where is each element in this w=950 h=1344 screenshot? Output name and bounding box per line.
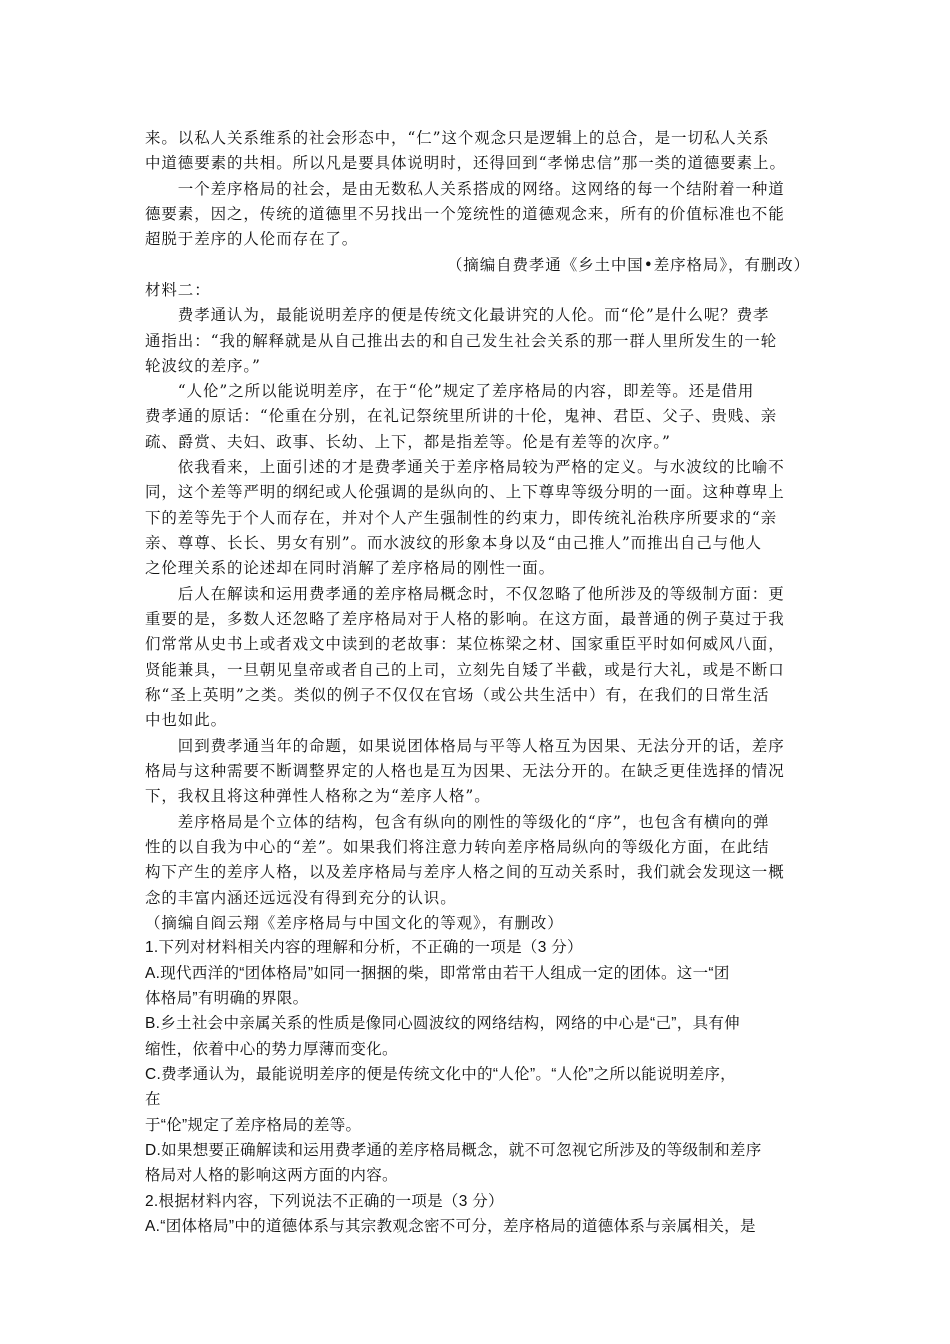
material2-line: 后人在解读和运用费孝通的差序格局概念时，不仅忽略了他所涉及的等级制方面：更 — [145, 585, 785, 603]
question-1-option-line: 格局对人格的影响这两方面的内容。 — [145, 1167, 398, 1184]
question-1-option-line: A.现代西洋的“团体格局”如同一捆捆的柴，即常常由若干人组成一定的团体。这一“团 — [145, 965, 730, 982]
material2-source: （摘编自阎云翔《差序格局与中国文化的等观》，有删改） — [145, 914, 564, 932]
material2-line: 贤能兼具，一旦朝见皇帝或者自己的上司，立刻先自矮了半截，或是行大礼，或是不断口 — [145, 661, 785, 679]
question-1-option-line: B.乡土社会中亲属关系的性质是像同心圆波纹的网络结构，网络的中心是“己”，具有伸 — [145, 1015, 740, 1032]
material1-line: 一个差序格局的社会，是由无数私人关系搭成的网络。这网络的每一个结附着一种道 — [145, 180, 785, 198]
material2-line: 回到费孝通当年的命题，如果说团体格局与平等人格互为因果、无法分开的话，差序 — [145, 737, 785, 755]
material2-line: 费孝通的原话：“伦重在分别，在礼记祭统里所讲的十伦，鬼神、君臣、父子、贵贱、亲 — [145, 407, 778, 425]
material2-line: 中也如此。 — [145, 711, 228, 729]
question-1-option-line: C.费孝通认为，最能说明差序的便是传统文化中的“人伦”。“人伦”之所以能说明差序， — [145, 1066, 736, 1083]
material2-line: 亲、尊尊、长长、男女有别”。而水波纹的形象本身以及“由己推人”而推出自己与他人 — [145, 534, 762, 552]
material2-line: “人伦”之所以能说明差序，在于“伦”规定了差序格局的内容，即差等。还是借用 — [145, 382, 755, 400]
material1-line: 中道德要素的共相。所以凡是要具体说明时，还得回到“孝悌忠信”那一类的道德要素上。 — [145, 154, 786, 172]
question-2-option-line: A.“团体格局”中的道德体系与其宗教观念密不可分，差序格局的道德体系与亲属相关，是 — [145, 1218, 756, 1235]
material2-line: 下的差等先于个人而存在，并对个人产生强制性的约束力，即传统礼治秩序所要求的“亲 — [145, 509, 778, 527]
material1-line: 超脱于差序的人伦而存在了。 — [145, 230, 359, 248]
material2-line: 差序格局是个立体的结构，包含有纵向的刚性的等级化的“序”，也包含有横向的弹 — [145, 813, 770, 831]
material2-heading: 材料二： — [145, 281, 211, 299]
question-1-option-line: 体格局”有明确的界限。 — [145, 990, 309, 1007]
material2-line: 同，这个差等严明的纲纪或人伦强调的是纵向的、上下尊卑等级分明的一面。这种尊卑上 — [145, 483, 785, 501]
material2-line: 之伦理关系的论述却在同时消解了差序格局的刚性一面。 — [145, 559, 556, 577]
material2-line: 下，我权且将这种弹性人格称之为“差序人格”。 — [145, 787, 491, 805]
material1-line: 德要素，因之，传统的道德里不另找出一个笼统性的道德观念来，所有的价值标准也不能 — [145, 205, 785, 223]
material2-line: 格局与这种需要不断调整界定的人格也是互为因果、无法分开的。在缺乏更佳选择的情况 — [145, 762, 785, 780]
material2-line: 重要的是，多数人还忽略了差序格局对于人格的影响。在这方面，最普通的例子莫过于我 — [145, 610, 785, 628]
question-2-stem: 2.根据材料内容，下列说法不正确的一项是（3 分） — [145, 1193, 504, 1210]
question-1-option-line: 于“伦”规定了差序格局的差等。 — [145, 1117, 362, 1134]
material2-line: 疏、爵赏、夫妇、政事、长幼、上下，都是指差等。伦是有差等的次序。” — [145, 433, 671, 451]
material2-line: 念的丰富内涵还远远没有得到充分的认识。 — [145, 889, 457, 907]
material2-line: 们常常从史书上或者戏文中读到的老故事：某位栋梁之材、国家重臣平时如何威风八面， — [145, 635, 785, 653]
material2-line: 轮波纹的差序。” — [145, 357, 261, 375]
material2-line: 通指出：“我的解释就是从自己推出去的和自己发生社会关系的那一群人里所发生的一轮 — [145, 332, 778, 350]
question-1-option-line: D.如果想要正确解读和运用费孝通的差序格局概念，就不可忽视它所涉及的等级制和差序 — [145, 1142, 762, 1159]
material2-line: 构下产生的差序人格，以及差序格局与差序人格之间的互动关系时，我们就会发现这一概 — [145, 863, 785, 881]
question-1-stem: 1.下列对材料相关内容的理解和分析，不正确的一项是（3 分） — [145, 939, 583, 956]
question-1-option-line: 缩性，依着中心的势力厚薄而变化。 — [145, 1041, 398, 1058]
material1-line: 来。以私人关系维系的社会形态中，“仁”这个观念只是逻辑上的总合，是一切私人关系 — [145, 129, 770, 147]
material1-source: （摘编自费孝通《乡土中国•差序格局》，有删改） — [446, 256, 810, 274]
material2-line: 费孝通认为，最能说明差序的便是传统文化最讲究的人伦。而“伦”是什么呢？费孝 — [145, 306, 770, 324]
material2-line: 称“圣上英明”之类。类似的例子不仅仅在官场（或公共生活中）有，在我们的日常生活 — [145, 686, 770, 704]
material2-line: 性的以自我为中心的“差”。如果我们将注意力转向差序格局纵向的等级化方面，在此结 — [145, 838, 770, 856]
material2-line: 依我看来，上面引述的才是费孝通关于差序格局较为严格的定义。与水波纹的比喻不 — [145, 458, 785, 476]
question-1-option-line: 在 — [145, 1091, 161, 1108]
